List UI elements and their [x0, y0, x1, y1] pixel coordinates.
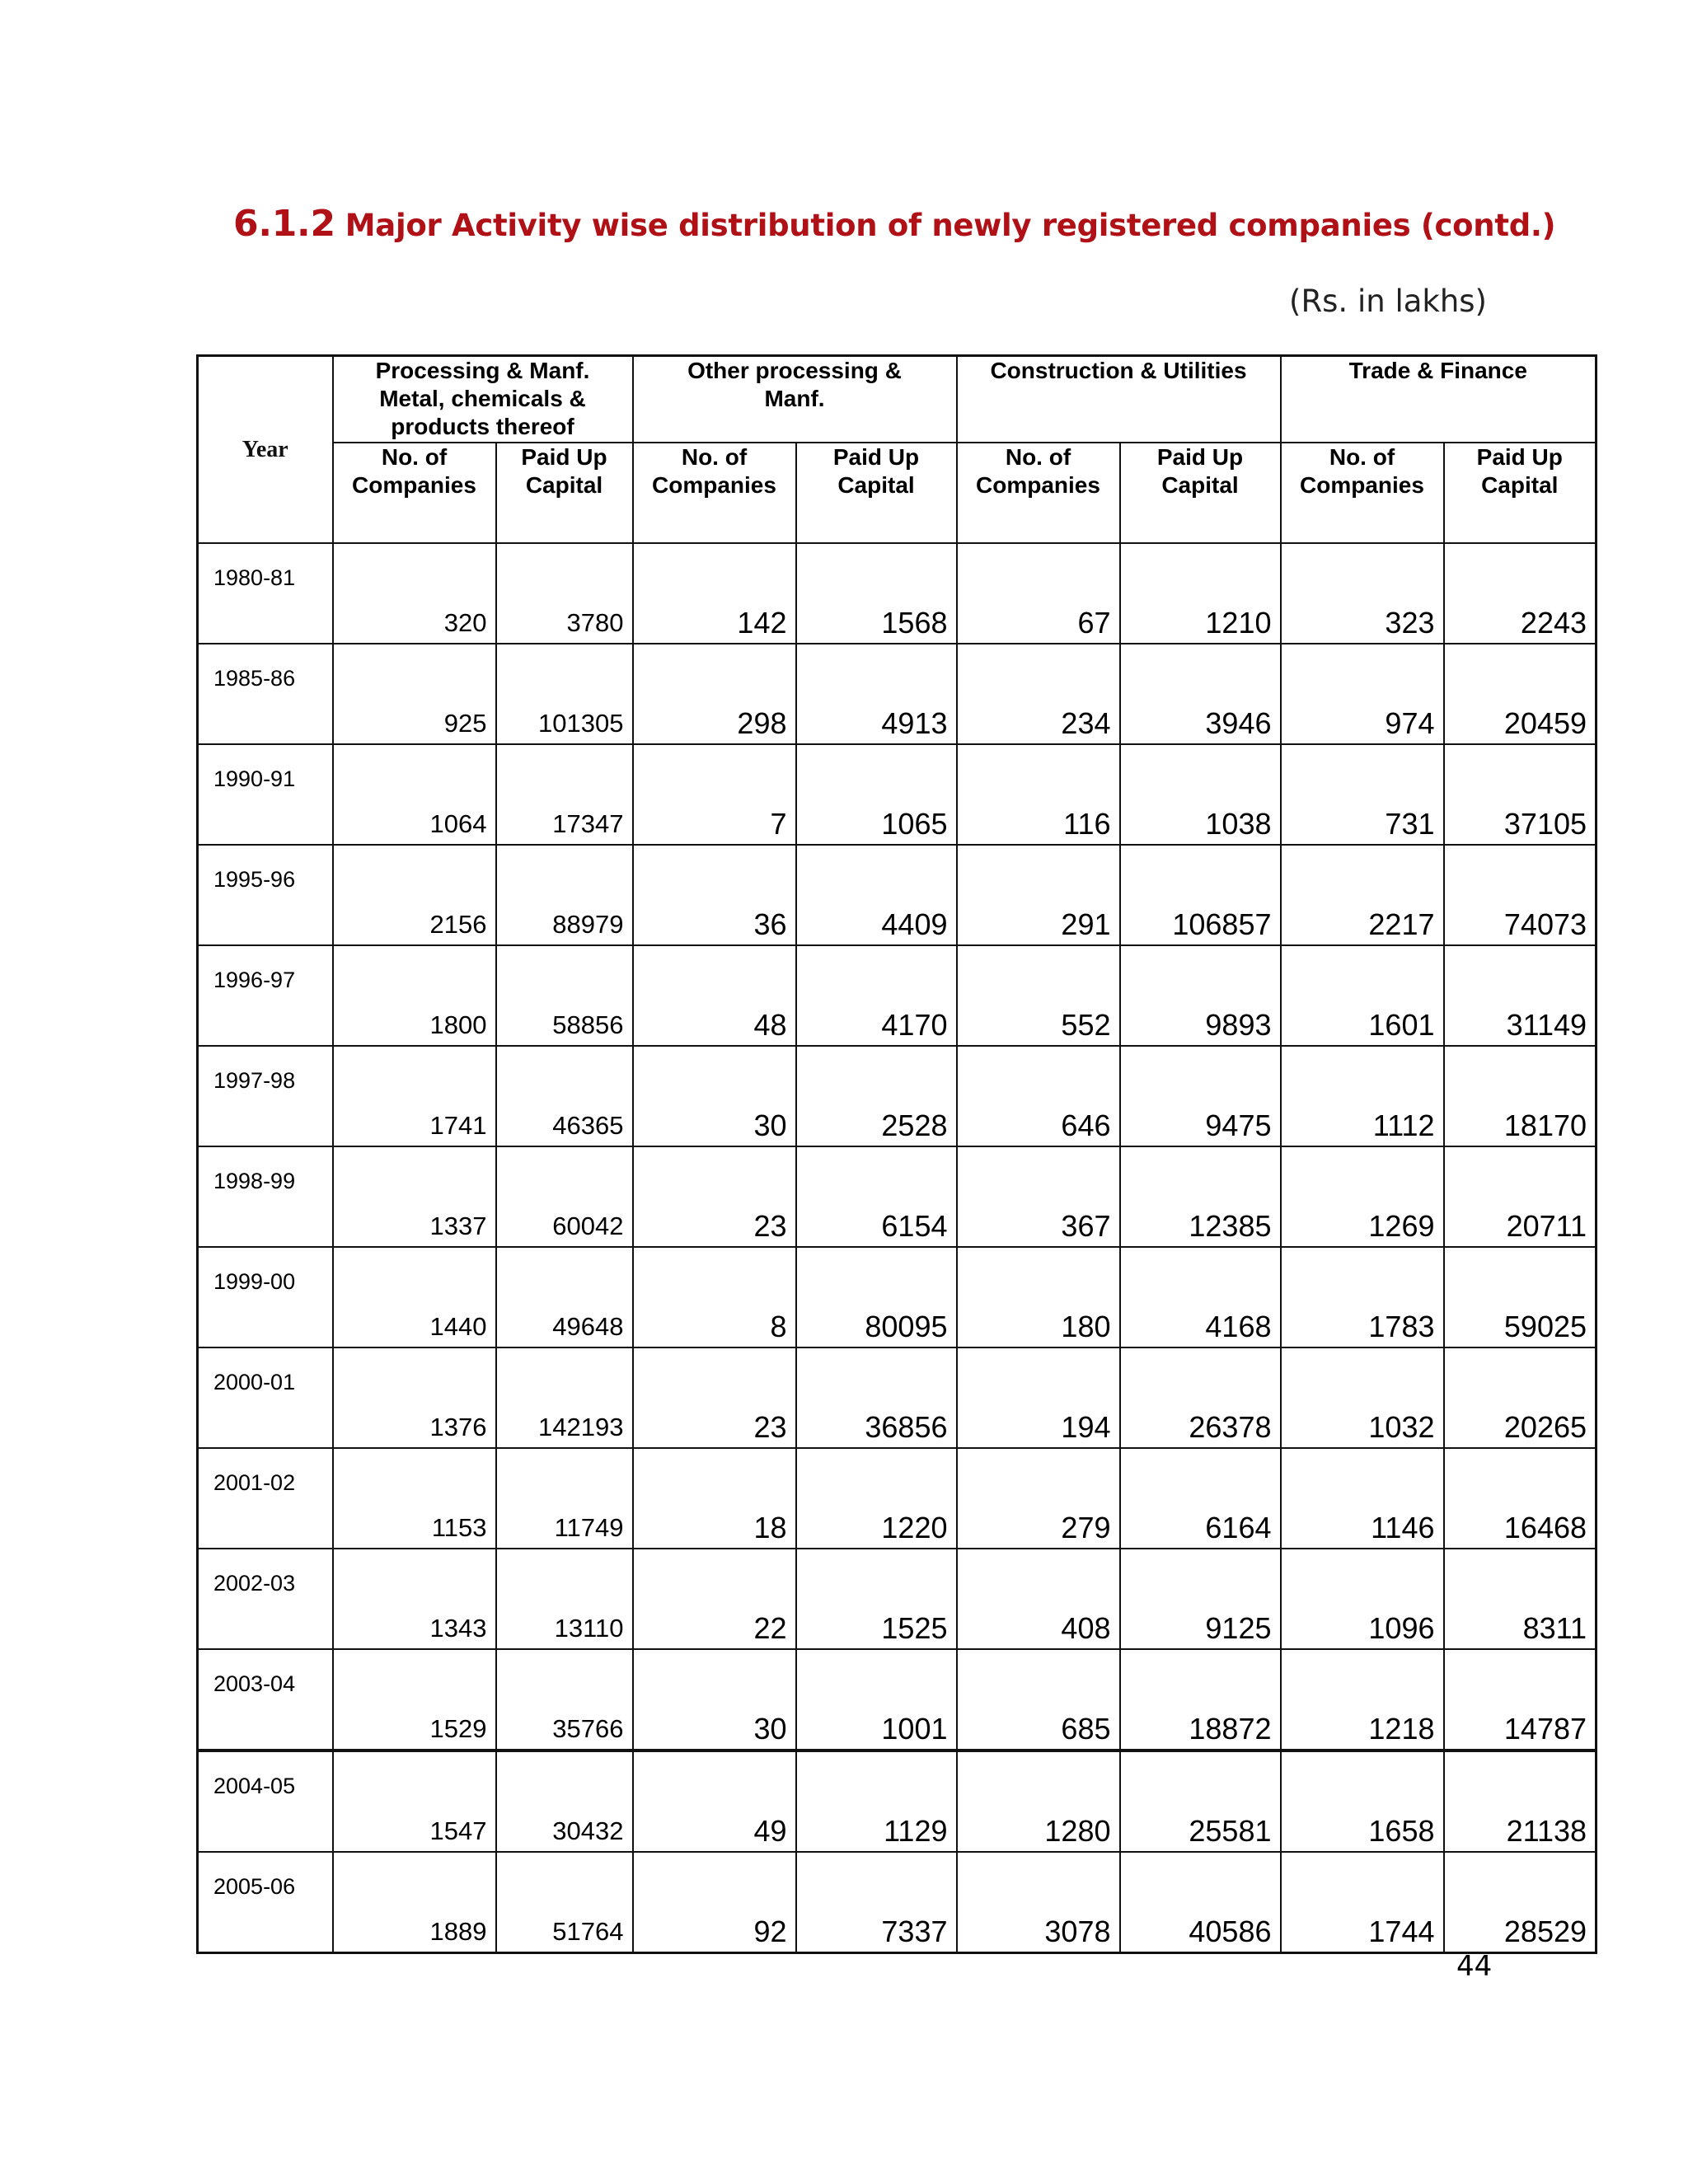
capital-cell: 2243: [1444, 543, 1597, 644]
companies-cell: 1032: [1281, 1347, 1444, 1448]
capital-cell: 2528: [796, 1046, 957, 1146]
companies-cell: 1658: [1281, 1750, 1444, 1852]
capital-cell: 26378: [1120, 1347, 1281, 1448]
companies-cell: 1064: [333, 744, 496, 845]
table-row: [198, 1347, 1597, 1448]
year-cell: 2001-02: [198, 1448, 333, 1549]
companies-cell: 1112: [1281, 1046, 1444, 1146]
year-cell: 1990-91: [198, 744, 333, 845]
page-number: 44: [1456, 1950, 1493, 1983]
table-row: [198, 1448, 1597, 1549]
group-header: Trade & Finance: [1281, 356, 1597, 443]
group-header: Construction & Utilities: [957, 356, 1281, 443]
companies-cell: 1146: [1281, 1448, 1444, 1549]
companies-cell: 1376: [333, 1347, 496, 1448]
capital-cell: 31149: [1444, 945, 1597, 1046]
companies-cell: 367: [957, 1146, 1120, 1247]
companies-cell: 1741: [333, 1046, 496, 1146]
capital-cell: 20711: [1444, 1146, 1597, 1247]
companies-cell: 194: [957, 1347, 1120, 1448]
year-cell: 2002-03: [198, 1549, 333, 1649]
table-row: [198, 1750, 1597, 1852]
capital-cell: 60042: [496, 1146, 633, 1247]
capital-cell: 6154: [796, 1146, 957, 1247]
companies-cell: 8: [633, 1247, 796, 1347]
companies-cell: 1783: [1281, 1247, 1444, 1347]
capital-header: Paid Up Capital: [796, 443, 957, 543]
year-cell: 2000-01: [198, 1347, 333, 1448]
companies-cell: 323: [1281, 543, 1444, 644]
capital-cell: 1210: [1120, 543, 1281, 644]
companies-cell: 180: [957, 1247, 1120, 1347]
capital-cell: 4409: [796, 845, 957, 945]
capital-cell: 1220: [796, 1448, 957, 1549]
companies-cell: 23: [633, 1146, 796, 1247]
capital-cell: 13110: [496, 1549, 633, 1649]
units-note: (Rs. in lakhs): [1289, 284, 1487, 319]
table-row: [198, 845, 1597, 945]
capital-cell: 1065: [796, 744, 957, 845]
table-row: [198, 945, 1597, 1046]
companies-cell: 1096: [1281, 1549, 1444, 1649]
table-body: [198, 543, 1597, 1953]
table-row: [198, 543, 1597, 644]
companies-cell: 408: [957, 1549, 1120, 1649]
companies-cell: 1343: [333, 1549, 496, 1649]
capital-cell: 7337: [796, 1852, 957, 1953]
section-title: Major Activity wise distribution of newly registered companies (contd.): [345, 208, 1556, 243]
year-cell: 1996-97: [198, 945, 333, 1046]
year-cell: 1985-86: [198, 644, 333, 744]
capital-cell: 51764: [496, 1852, 633, 1953]
companies-cell: 1337: [333, 1146, 496, 1247]
capital-cell: 37105: [1444, 744, 1597, 845]
capital-cell: 3780: [496, 543, 633, 644]
year-cell: 1998-99: [198, 1146, 333, 1247]
table-row: [198, 1146, 1597, 1247]
companies-cell: 92: [633, 1852, 796, 1953]
companies-cell: 291: [957, 845, 1120, 945]
companies-cell: 18: [633, 1448, 796, 1549]
capital-cell: 80095: [796, 1247, 957, 1347]
capital-cell: 20265: [1444, 1347, 1597, 1448]
companies-cell: 1280: [957, 1750, 1120, 1852]
companies-cell: 974: [1281, 644, 1444, 744]
companies-cell: 234: [957, 644, 1120, 744]
capital-cell: 9475: [1120, 1046, 1281, 1146]
capital-header: Paid Up Capital: [496, 443, 633, 543]
companies-cell: 1744: [1281, 1852, 1444, 1953]
companies-header: No. of Companies: [333, 443, 496, 543]
capital-cell: 4170: [796, 945, 957, 1046]
capital-cell: 88979: [496, 845, 633, 945]
capital-cell: 1001: [796, 1649, 957, 1750]
group-header: Processing & Manf. Metal, chemicals & products thereof: [333, 356, 633, 443]
companies-cell: 49: [633, 1750, 796, 1852]
capital-cell: 12385: [1120, 1146, 1281, 1247]
capital-cell: 1038: [1120, 744, 1281, 845]
companies-cell: 685: [957, 1649, 1120, 1750]
year-cell: 1980-81: [198, 543, 333, 644]
capital-cell: 74073: [1444, 845, 1597, 945]
companies-cell: 116: [957, 744, 1120, 845]
year-cell: 1995-96: [198, 845, 333, 945]
capital-cell: 6164: [1120, 1448, 1281, 1549]
capital-cell: 9893: [1120, 945, 1281, 1046]
capital-header: Paid Up Capital: [1444, 443, 1597, 543]
capital-cell: 106857: [1120, 845, 1281, 945]
capital-cell: 59025: [1444, 1247, 1597, 1347]
companies-cell: 2217: [1281, 845, 1444, 945]
capital-cell: 17347: [496, 744, 633, 845]
capital-cell: 18872: [1120, 1649, 1281, 1750]
year-cell: 1997-98: [198, 1046, 333, 1146]
sub-header-row: [198, 443, 1597, 543]
capital-cell: 49648: [496, 1247, 633, 1347]
companies-cell: 1601: [1281, 945, 1444, 1046]
section-number: 6.1.2: [233, 203, 335, 245]
companies-cell: 1800: [333, 945, 496, 1046]
capital-cell: 1568: [796, 543, 957, 644]
table-row: [198, 744, 1597, 845]
companies-cell: 1889: [333, 1852, 496, 1953]
companies-cell: 142: [633, 543, 796, 644]
companies-cell: 30: [633, 1046, 796, 1146]
companies-cell: 3078: [957, 1852, 1120, 1953]
companies-header: No. of Companies: [633, 443, 796, 543]
capital-header: Paid Up Capital: [1120, 443, 1281, 543]
capital-cell: 11749: [496, 1448, 633, 1549]
table-row: [198, 644, 1597, 744]
group-header: Other processing & Manf.: [633, 356, 957, 443]
capital-cell: 16468: [1444, 1448, 1597, 1549]
capital-cell: 20459: [1444, 644, 1597, 744]
companies-cell: 1547: [333, 1750, 496, 1852]
companies-cell: 1269: [1281, 1146, 1444, 1247]
companies-cell: 552: [957, 945, 1120, 1046]
capital-cell: 9125: [1120, 1549, 1281, 1649]
capital-cell: 40586: [1120, 1852, 1281, 1953]
companies-cell: 23: [633, 1347, 796, 1448]
companies-cell: 30: [633, 1649, 796, 1750]
capital-cell: 142193: [496, 1347, 633, 1448]
year-cell: 1999-00: [198, 1247, 333, 1347]
capital-cell: 35766: [496, 1649, 633, 1750]
capital-cell: 4913: [796, 644, 957, 744]
companies-cell: 1153: [333, 1448, 496, 1549]
table-row: [198, 1649, 1597, 1750]
companies-cell: 279: [957, 1448, 1120, 1549]
capital-cell: 3946: [1120, 644, 1281, 744]
capital-cell: 8311: [1444, 1549, 1597, 1649]
table-row: [198, 1046, 1597, 1146]
capital-cell: 101305: [496, 644, 633, 744]
table-row: [198, 1549, 1597, 1649]
companies-cell: 320: [333, 543, 496, 644]
capital-cell: 46365: [496, 1046, 633, 1146]
group-header-row: [198, 356, 1597, 443]
capital-cell: 28529: [1444, 1852, 1597, 1953]
companies-cell: 1218: [1281, 1649, 1444, 1750]
year-cell: 2005-06: [198, 1852, 333, 1953]
companies-cell: 298: [633, 644, 796, 744]
companies-cell: 7: [633, 744, 796, 845]
capital-cell: 30432: [496, 1750, 633, 1852]
year-cell: 2003-04: [198, 1649, 333, 1750]
capital-cell: 36856: [796, 1347, 957, 1448]
capital-cell: 1525: [796, 1549, 957, 1649]
year-header: Year: [198, 356, 333, 544]
distribution-table: [196, 354, 1597, 1954]
capital-cell: 4168: [1120, 1247, 1281, 1347]
companies-cell: 2156: [333, 845, 496, 945]
companies-cell: 646: [957, 1046, 1120, 1146]
capital-cell: 14787: [1444, 1649, 1597, 1750]
table-row: [198, 1852, 1597, 1953]
table-row: [198, 1247, 1597, 1347]
companies-header: No. of Companies: [1281, 443, 1444, 543]
companies-cell: 925: [333, 644, 496, 744]
year-cell: 2004-05: [198, 1750, 333, 1852]
capital-cell: 18170: [1444, 1046, 1597, 1146]
companies-cell: 67: [957, 543, 1120, 644]
capital-cell: 25581: [1120, 1750, 1281, 1852]
capital-cell: 21138: [1444, 1750, 1597, 1852]
section-heading: [233, 203, 1585, 245]
companies-cell: 1529: [333, 1649, 496, 1750]
capital-cell: 58856: [496, 945, 633, 1046]
companies-cell: 36: [633, 845, 796, 945]
companies-cell: 48: [633, 945, 796, 1046]
companies-cell: 1440: [333, 1247, 496, 1347]
companies-cell: 22: [633, 1549, 796, 1649]
companies-header: No. of Companies: [957, 443, 1120, 543]
companies-cell: 731: [1281, 744, 1444, 845]
capital-cell: 1129: [796, 1750, 957, 1852]
